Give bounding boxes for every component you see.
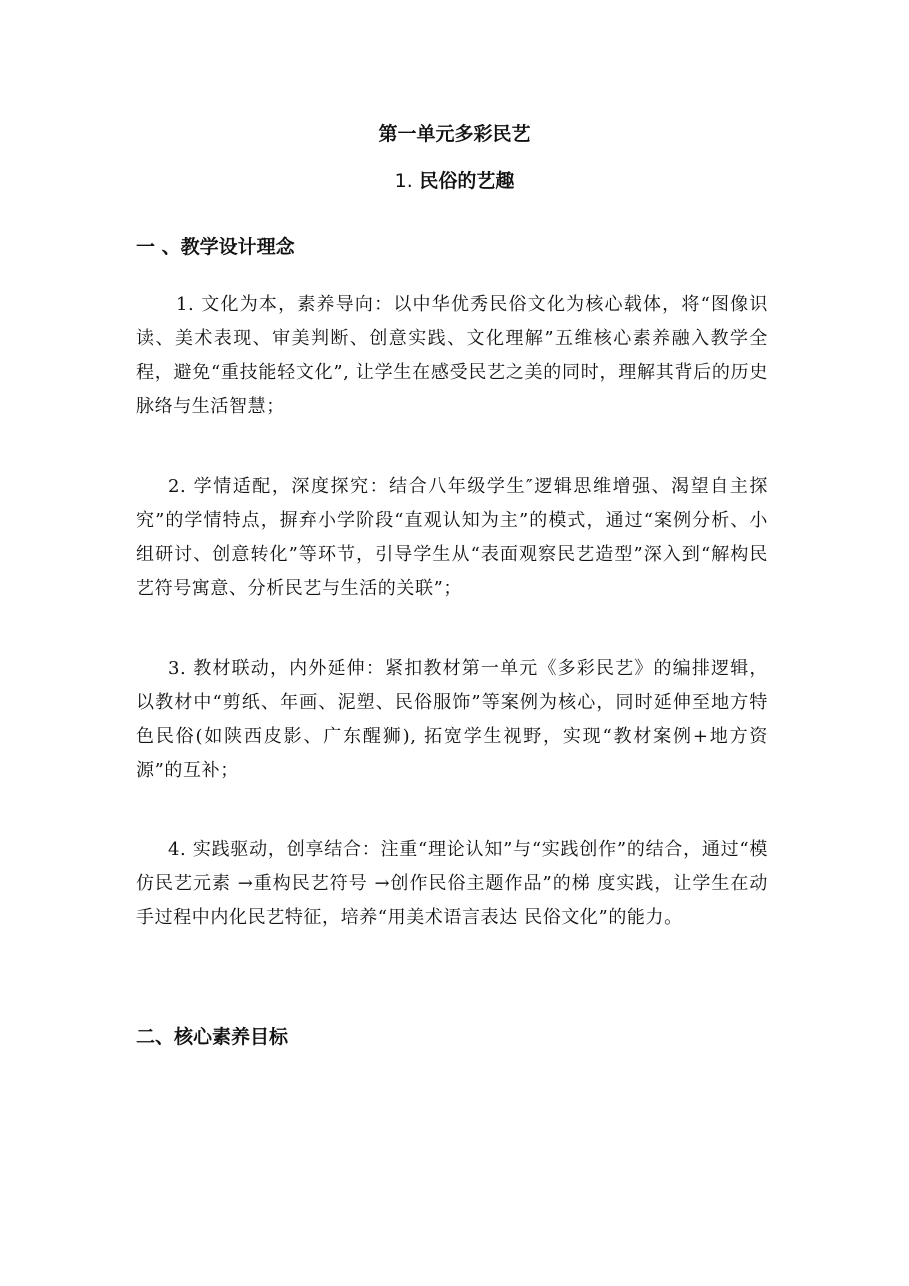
lesson-title: 民俗的艺趣 [419,170,515,192]
paragraph-3: 3. 教材联动，内外延伸：紧扣教材第一单元《多彩民艺》的编排逻辑，以教材中“剪纸、年画、泥塑、民俗服饰”等案例为核心，同时延伸至地方特色民俗(如陕西皮影、广东醒狮), 拓宽学生视野，实现“教材案例+地方资源”的互补； [136,658,768,781]
paragraph-4: 4. 实践驱动，创享结合：注重“理论认知”与“实践创作”的结合，通过“模仿民艺元素 →重构民艺符号 →创作民俗主题作品”的梯 度实践，让学生在动手过程中内化民艺特征，培养“用美术语言表达 民俗文化”的能力。 [136,839,768,928]
lesson-title-line [0,168,909,194]
section-heading-design-concept: 一 、教学设计理念 [136,236,295,258]
paragraph-1: 1. 文化为本，素养导向：以中华优秀民俗文化为核心载体，将“图像识读、美术表现、审美判断、创意实践、文化理解”五维核心素养融入教学全程，避免“重技能轻文化”, 让学生在感受民艺之美的同时，理解其背后的历史脉络与生活智慧； [136,294,768,417]
section-heading-core-goals: 二、核心素养目标 [136,1026,289,1048]
paragraph-2: 2. 学情适配，深度探究：结合八年级学生″逻辑思维增强、渴望自主探究”的学情特点，摒弃小学阶段“直观认知为主”的模式，通过“案例分析、小组研讨、创意转化”等环节，引导学生从“表面观察民艺造型”深入到“解构民艺符号寓意、分析民艺与生活的关联”； [136,476,768,599]
lesson-number: 1. [394,170,413,192]
unit-title: 第一单元多彩民艺 [378,123,531,145]
